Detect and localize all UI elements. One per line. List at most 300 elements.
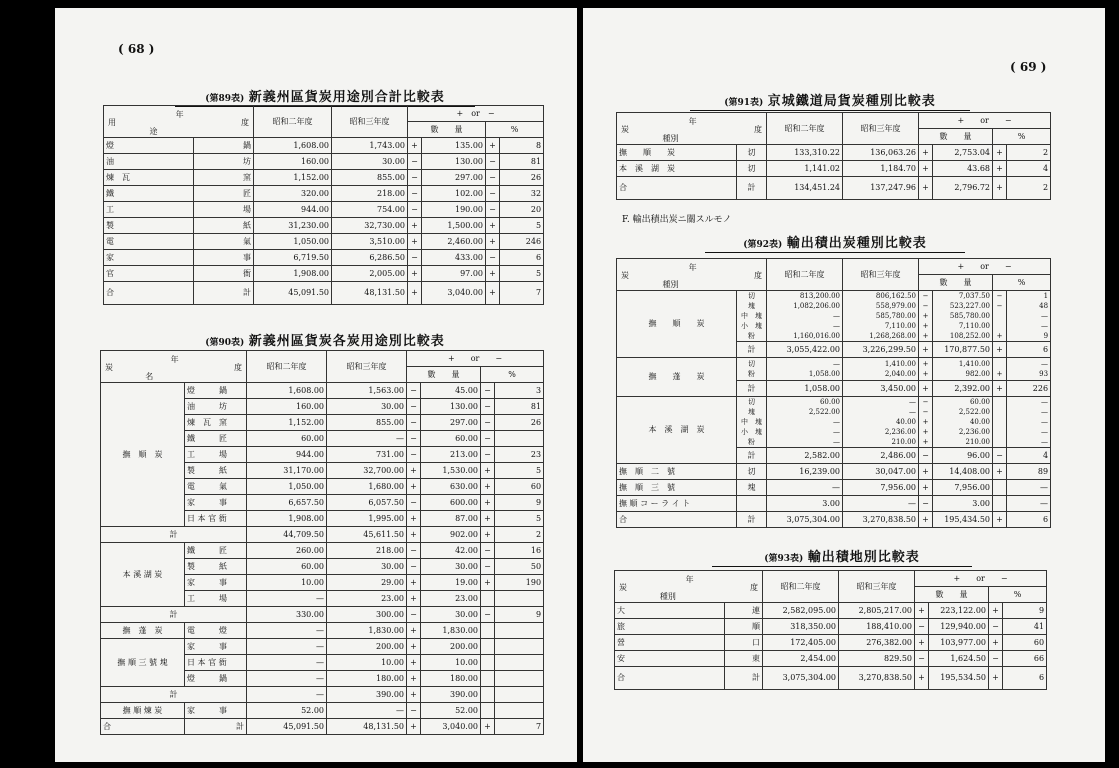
quantity: 7,956.00	[933, 480, 993, 496]
table-row	[617, 358, 1051, 381]
value-year3: 30.00	[332, 154, 408, 170]
header-row	[104, 106, 544, 122]
sign: +	[407, 671, 421, 687]
multi-line-cell	[993, 397, 1007, 448]
value-year3: 855.00	[332, 170, 408, 186]
row-port: 順	[725, 619, 763, 635]
group-label: 本 溪 湖 炭	[617, 397, 737, 464]
multi-line-value: + +	[922, 360, 929, 378]
quantity: 2,392.00	[933, 381, 993, 397]
corner-label: 種別	[659, 591, 676, 601]
row-kind: 切	[737, 161, 767, 177]
total-label: 合	[101, 719, 185, 735]
quantity: 102.00	[422, 186, 486, 202]
quantity: 52.00	[421, 703, 481, 719]
col-header: 昭和三年度	[843, 113, 919, 145]
header-row	[617, 259, 1051, 275]
value-year3: 48,131.50	[327, 719, 407, 735]
quantity: 42.00	[421, 543, 481, 559]
value-year2: 1,908.00	[247, 511, 327, 527]
usage-label: 油 坊	[185, 399, 247, 415]
multi-line-value: 1,410.00 982.00	[958, 360, 990, 378]
value-year3: —	[843, 496, 919, 512]
group-label: 撫 順 煉 炭	[101, 703, 185, 719]
row-label-suffix: 場	[194, 202, 254, 218]
sign: +	[407, 527, 421, 543]
value-year3: 6,057.50	[327, 495, 407, 511]
subtotal-label: 計	[101, 687, 247, 703]
corner-label: 度	[234, 362, 242, 372]
sign: +	[408, 266, 422, 282]
sign: −	[407, 543, 421, 559]
table-row	[104, 202, 544, 218]
corner-labels	[619, 115, 764, 143]
sign: −	[407, 447, 421, 463]
quantity: 433.00	[422, 250, 486, 266]
value-year2: —	[247, 671, 327, 687]
value-year2: 133,310.22	[767, 145, 843, 161]
value-year3: 3,510.00	[332, 234, 408, 250]
sign: +	[993, 161, 1007, 177]
quantity: 43.68	[933, 161, 993, 177]
sign: −	[486, 202, 500, 218]
value-year2: 6,719.50	[254, 250, 332, 266]
row-label-suffix: 事	[194, 250, 254, 266]
sign: −	[408, 202, 422, 218]
corner-label: 種別	[662, 133, 679, 143]
percent: 6	[1007, 342, 1051, 358]
quantity: 297.00	[422, 170, 486, 186]
percent: 81	[500, 154, 544, 170]
value-year3: 3,450.00	[843, 381, 919, 397]
value-year2: 320.00	[254, 186, 332, 202]
sign: +	[989, 667, 1003, 690]
multi-line-cell	[737, 397, 767, 448]
table-row	[617, 145, 1051, 161]
sign: +	[481, 719, 495, 735]
quantity: 96.00	[933, 448, 993, 464]
sign: −	[408, 250, 422, 266]
sign: +	[993, 342, 1007, 358]
usage-label: 製 紙	[185, 463, 247, 479]
value-year2: 1,608.00	[254, 138, 332, 154]
row-label: 工	[104, 202, 194, 218]
percent: 4	[1007, 161, 1051, 177]
sign: −	[993, 448, 1007, 464]
quantity: 14,408.00	[933, 464, 993, 480]
subtotal-label: 計	[101, 527, 247, 543]
corner-label: 度	[241, 117, 249, 127]
col-header: %	[481, 367, 544, 383]
corner-header	[617, 259, 767, 291]
group-label: 撫 順 炭	[101, 383, 185, 527]
subtotal-label: 計	[101, 607, 247, 623]
row-label: 撫 順 三 號	[617, 480, 737, 496]
value-year2: 16,239.00	[767, 464, 843, 480]
value-year2: 31,170.00	[247, 463, 327, 479]
value-year2: 1,908.00	[254, 266, 332, 282]
value-year3: 10.00	[327, 655, 407, 671]
percent: 23	[495, 447, 544, 463]
sign: −	[481, 559, 495, 575]
table-title-text: 京城鐵道局貨炭種別比較表	[767, 94, 936, 109]
sign: −	[408, 186, 422, 202]
quantity: 3,040.00	[422, 282, 486, 305]
table-92	[616, 258, 1051, 528]
percent: 9	[495, 495, 544, 511]
table-number: (第93表)	[764, 554, 804, 564]
value-year3: 30,047.00	[843, 464, 919, 480]
usage-label: 電 氣	[185, 479, 247, 495]
value-year3: —	[327, 703, 407, 719]
quantity: 1,624.50	[929, 651, 989, 667]
percent: 8	[500, 138, 544, 154]
sign: −	[989, 651, 1003, 667]
sign: +	[407, 623, 421, 639]
percent: 9	[495, 607, 544, 623]
sign: +	[919, 480, 933, 496]
corner-label: 年	[170, 354, 179, 364]
col-header: + or −	[408, 106, 544, 122]
header-row	[615, 571, 1047, 587]
corner-label: 用	[108, 117, 116, 127]
header-row	[101, 351, 544, 367]
quantity: 103,977.00	[929, 635, 989, 651]
row-label: 煉 瓦	[104, 170, 194, 186]
sign: +	[486, 218, 500, 234]
multi-line-value: — 93	[1039, 360, 1049, 378]
row-label: 官	[104, 266, 194, 282]
value-year3: 136,063.26	[843, 145, 919, 161]
multi-line-value: 切 粉	[748, 360, 755, 378]
col-header: 昭和二年度	[767, 259, 843, 291]
sign: −	[407, 383, 421, 399]
quantity: 1,530.00	[421, 463, 481, 479]
value-year3: 1,743.00	[332, 138, 408, 154]
multi-line-cell	[767, 397, 843, 448]
multi-line-cell	[1007, 397, 1051, 448]
sign: +	[407, 719, 421, 735]
multi-line-cell	[737, 358, 767, 381]
page-number-left: ( 68 )	[118, 42, 155, 56]
value-year2: —	[247, 623, 327, 639]
table-row	[617, 161, 1051, 177]
value-year3: 45,611.50	[327, 527, 407, 543]
table-row	[101, 719, 544, 735]
header-row	[617, 113, 1051, 129]
usage-label: 電 燈	[185, 623, 247, 639]
percent	[495, 639, 544, 655]
usage-label: 煉 瓦 窯	[185, 415, 247, 431]
sign: +	[919, 512, 933, 528]
quantity: 135.00	[422, 138, 486, 154]
table-row	[615, 635, 1047, 651]
total-label: 計	[194, 282, 254, 305]
sign: +	[919, 381, 933, 397]
value-year3: 390.00	[327, 687, 407, 703]
percent: 41	[1003, 619, 1047, 635]
table-row	[615, 619, 1047, 635]
sign: −	[407, 495, 421, 511]
group-label: 撫 蓬 炭	[101, 623, 185, 639]
quantity: 1,500.00	[422, 218, 486, 234]
corner-label: 炭	[105, 362, 113, 372]
value-year2: 45,091.50	[254, 282, 332, 305]
quantity: 10.00	[421, 655, 481, 671]
quantity: 600.00	[421, 495, 481, 511]
sign: +	[407, 639, 421, 655]
row-kind: 切	[737, 145, 767, 161]
value-year3: 32,730.00	[332, 218, 408, 234]
corner-labels	[617, 573, 760, 601]
col-header: + or −	[915, 571, 1047, 587]
percent: 50	[495, 559, 544, 575]
quantity: 30.00	[421, 559, 481, 575]
sign: −	[481, 399, 495, 415]
table-row	[101, 607, 544, 623]
percent: 26	[495, 415, 544, 431]
multi-line-cell	[919, 291, 933, 342]
section-note: F. 輸出積出炭ニ關スルモノ	[622, 215, 732, 225]
table-row	[617, 291, 1051, 342]
quantity: 195,434.50	[933, 512, 993, 528]
sign: −	[915, 651, 929, 667]
table-row	[104, 138, 544, 154]
corner-label: 年	[688, 262, 697, 272]
corner-label: 炭	[621, 270, 629, 280]
multi-line-value: 切 塊 中 塊 小 塊 粉	[741, 292, 762, 340]
table-title-text: 輸出積出炭種別比較表	[786, 236, 927, 251]
sign: +	[408, 282, 422, 305]
value-year2: 31,230.00	[254, 218, 332, 234]
multi-line-value: 813,200.00 1,082,206.00 — — 1,160,016.00	[793, 292, 840, 340]
row-port: 連	[725, 603, 763, 619]
multi-line-value: +	[996, 370, 1003, 378]
row-label-suffix: 坊	[194, 154, 254, 170]
row-label: 撫 順 コ ー ラ イ ト	[617, 496, 737, 512]
row-label-suffix: 衙	[194, 266, 254, 282]
corner-header	[104, 106, 254, 138]
col-header: 昭和二年度	[247, 351, 327, 383]
sign: +	[989, 603, 1003, 619]
sign: +	[407, 575, 421, 591]
value-year2: 944.00	[247, 447, 327, 463]
quantity: 390.00	[421, 687, 481, 703]
sign: +	[993, 177, 1007, 200]
sign: −	[486, 250, 500, 266]
sign: −	[481, 447, 495, 463]
value-year2: 1,152.00	[247, 415, 327, 431]
sign: +	[408, 234, 422, 250]
sign: −	[407, 399, 421, 415]
corner-label: 炭	[621, 124, 629, 134]
table-row	[101, 687, 544, 703]
usage-label: 日 本 官 衙	[185, 511, 247, 527]
quantity: 902.00	[421, 527, 481, 543]
col-header: 數 量	[919, 275, 993, 291]
value-year3: 2,805,217.00	[839, 603, 915, 619]
sign: +	[407, 687, 421, 703]
sign: +	[919, 342, 933, 358]
value-year3: 30.00	[327, 559, 407, 575]
value-year3: 1,830.00	[327, 623, 407, 639]
group-label: 撫 蓬 炭	[617, 358, 737, 397]
percent: 7	[500, 282, 544, 305]
value-year3: 731.00	[327, 447, 407, 463]
row-label: 鐵	[104, 186, 194, 202]
sign: +	[915, 635, 929, 651]
value-year2: 1,050.00	[247, 479, 327, 495]
quantity: 223,122.00	[929, 603, 989, 619]
value-year2: —	[247, 591, 327, 607]
multi-line-cell	[767, 291, 843, 342]
group-label: 本 溪 湖 炭	[101, 543, 185, 607]
col-header: + or −	[919, 113, 1051, 129]
value-year2: —	[247, 687, 327, 703]
quantity: 2,460.00	[422, 234, 486, 250]
multi-line-cell	[737, 291, 767, 342]
subtotal-label: 計	[737, 381, 767, 397]
row-port: 口	[725, 635, 763, 651]
table-row	[104, 234, 544, 250]
quantity: 190.00	[422, 202, 486, 218]
value-year3: 200.00	[327, 639, 407, 655]
group-label: 撫 順 炭	[617, 291, 737, 358]
table-title	[712, 546, 972, 567]
sign: −	[486, 154, 500, 170]
table-row	[104, 218, 544, 234]
row-label-suffix: 鍋	[194, 138, 254, 154]
subtotal-label: 計	[737, 342, 767, 358]
percent: 66	[1003, 651, 1047, 667]
multi-line-value: − − +	[996, 292, 1003, 340]
row-label: 撫 順 二 號	[617, 464, 737, 480]
sign	[481, 639, 495, 655]
quantity: 170,877.50	[933, 342, 993, 358]
table-number: (第92表)	[743, 240, 783, 250]
sign: +	[407, 655, 421, 671]
table-row	[615, 651, 1047, 667]
percent	[495, 655, 544, 671]
sign: +	[408, 218, 422, 234]
multi-line-value: — 1,058.00	[808, 360, 840, 378]
table-90	[100, 350, 544, 735]
sign	[481, 591, 495, 607]
value-year2: 60.00	[247, 559, 327, 575]
table-title-text: 新義州區貨炭各炭用途別比較表	[248, 334, 445, 349]
multi-line-value: − − + + +	[922, 292, 929, 340]
table-title	[175, 86, 475, 107]
corner-label: 度	[754, 124, 762, 134]
table-title-text: 輸出積地別比較表	[807, 550, 920, 565]
quantity: 23.00	[421, 591, 481, 607]
percent: 60	[1003, 635, 1047, 651]
table-row	[101, 703, 544, 719]
percent: 26	[500, 170, 544, 186]
sign: −	[919, 496, 933, 512]
table-row	[104, 266, 544, 282]
table-row	[615, 603, 1047, 619]
table-title	[705, 232, 965, 253]
value-year3: 180.00	[327, 671, 407, 687]
total-label: 計	[185, 719, 247, 735]
multi-line-value: − − + + +	[922, 398, 929, 446]
multi-line-cell	[919, 358, 933, 381]
value-year2: 260.00	[247, 543, 327, 559]
total-label: 計	[737, 512, 767, 528]
value-year2: 160.00	[247, 399, 327, 415]
value-year2: 2,582.00	[767, 448, 843, 464]
sign: +	[481, 479, 495, 495]
col-header: 昭和三年度	[839, 571, 915, 603]
quantity: 129,940.00	[929, 619, 989, 635]
col-header: 昭和三年度	[843, 259, 919, 291]
percent: 6	[1003, 667, 1047, 690]
percent: 2	[1007, 145, 1051, 161]
row-kind: 塊	[737, 480, 767, 496]
corner-label: 年	[175, 109, 184, 119]
sign: +	[407, 479, 421, 495]
sign: −	[407, 607, 421, 623]
value-year3: 32,700.00	[327, 463, 407, 479]
multi-line-value: 1,410.00 2,040.00	[884, 360, 916, 378]
table-row	[617, 496, 1051, 512]
multi-line-cell	[843, 397, 919, 448]
value-year3: 754.00	[332, 202, 408, 218]
row-kind	[737, 496, 767, 512]
sign: +	[993, 381, 1007, 397]
multi-line-cell	[933, 291, 993, 342]
table-row	[617, 464, 1051, 480]
table-row	[617, 177, 1051, 200]
usage-label: 家 事	[185, 703, 247, 719]
value-year3: 3,226,299.50	[843, 342, 919, 358]
table-89	[103, 105, 544, 305]
sign: +	[407, 591, 421, 607]
table-title	[690, 90, 970, 111]
sign	[481, 655, 495, 671]
sign: +	[481, 511, 495, 527]
value-year2: 6,657.50	[247, 495, 327, 511]
sign: +	[486, 266, 500, 282]
sign: +	[486, 282, 500, 305]
value-year3: 48,131.50	[332, 282, 408, 305]
percent: 7	[495, 719, 544, 735]
table-number: (第90表)	[205, 338, 245, 348]
sign: −	[481, 415, 495, 431]
multi-line-value: — — — — —	[1041, 398, 1049, 446]
percent: 6	[1007, 512, 1051, 528]
table-row	[101, 527, 544, 543]
percent	[495, 623, 544, 639]
percent	[495, 431, 544, 447]
sign	[993, 480, 1007, 496]
usage-label: 鐵 匠	[185, 543, 247, 559]
sign: +	[919, 464, 933, 480]
sign: +	[989, 635, 1003, 651]
total-label: 計	[725, 667, 763, 690]
quantity: 60.00	[421, 431, 481, 447]
table-row	[104, 154, 544, 170]
quantity: 195,534.50	[929, 667, 989, 690]
value-year3: 1,680.00	[327, 479, 407, 495]
sign: −	[481, 383, 495, 399]
subtotal-label: 計	[737, 448, 767, 464]
corner-label: 名	[145, 371, 154, 381]
percent: 3	[495, 383, 544, 399]
col-header: 昭和二年度	[254, 106, 332, 138]
quantity: 180.00	[421, 671, 481, 687]
